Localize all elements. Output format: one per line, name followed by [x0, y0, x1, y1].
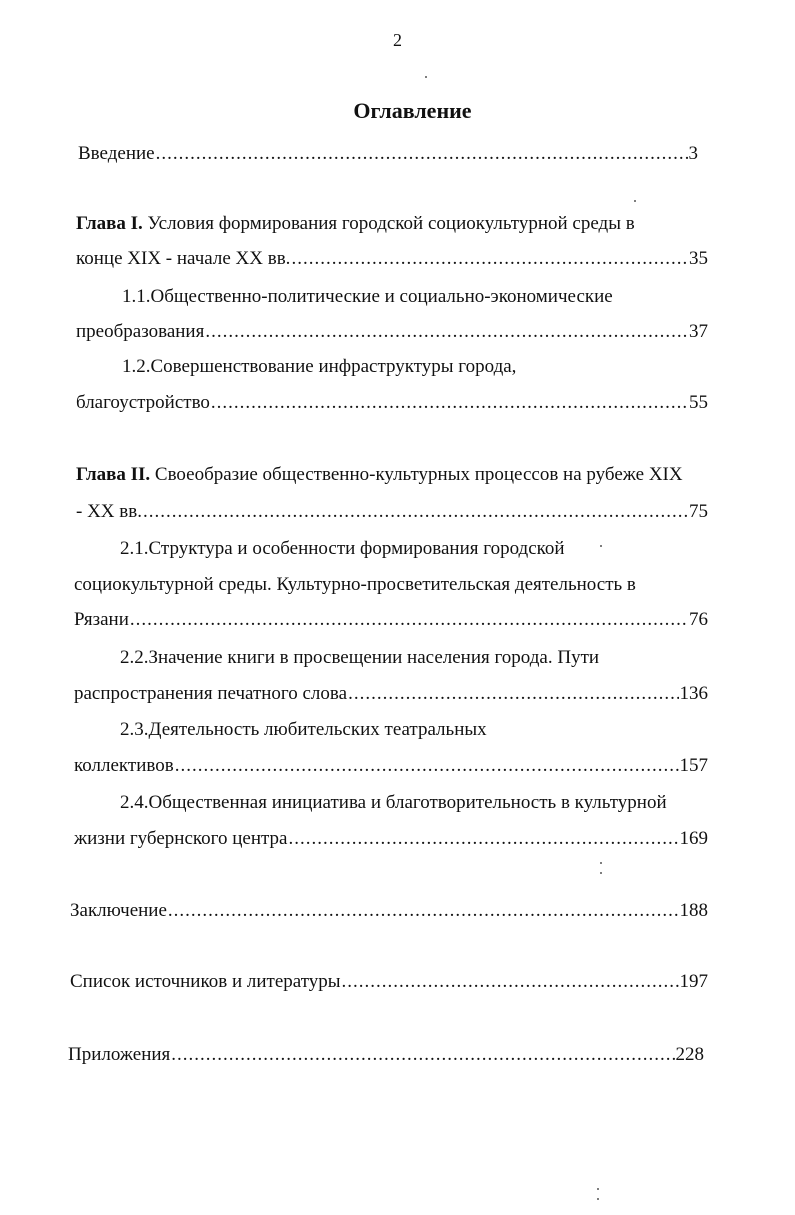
toc-chapter-2-line2[interactable]	[76, 500, 708, 524]
toc-entry-conclusion[interactable]	[70, 899, 708, 923]
scan-speck	[597, 1198, 599, 1200]
section-title-cont: жизни губернского центра	[74, 828, 288, 849]
chapter-label: Глава II.	[76, 464, 151, 485]
section-title-cont: распространения печатного слова	[74, 683, 348, 704]
chapter-title: Своеобразие общественно-культурных процессов на рубеже XIX	[154, 464, 683, 485]
toc-section-2-1-line1[interactable]: 2.1.Структура и особенности формирования городской	[120, 538, 565, 559]
toc-entry-text: Приложения	[68, 1044, 171, 1065]
toc-section-2-1-line3[interactable]	[74, 608, 708, 632]
toc-page-number: 35	[689, 248, 708, 269]
toc-page-number: 197	[679, 971, 708, 992]
toc-section-2-4-line1[interactable]: 2.4.Общественная инициатива и благотворительность в культурной	[120, 792, 667, 813]
toc-chapter-1-line2[interactable]	[76, 247, 708, 271]
toc-section-1-2-line1[interactable]: 1.2.Совершенствование инфраструктуры города,	[122, 356, 517, 377]
toc-section-2-3-line2[interactable]	[74, 754, 708, 778]
leader-dots	[143, 500, 688, 524]
toc-entry-sources[interactable]	[70, 970, 708, 994]
section-title-cont: Рязани	[74, 609, 129, 630]
toc-section-1-2-line2[interactable]	[76, 391, 708, 415]
toc-section-2-2-line1[interactable]: 2.2.Значение книги в просвещении населения города. Пути	[120, 647, 600, 668]
scan-speck	[600, 545, 602, 547]
toc-section-2-3-line1[interactable]: 2.3.Деятельность любительских театральных	[120, 719, 487, 740]
toc-page-number: 169	[679, 828, 708, 849]
leader-dots	[130, 608, 688, 632]
toc-page-number: 188	[679, 900, 708, 921]
section-title-cont: коллективов	[74, 755, 174, 776]
scan-speck	[634, 200, 636, 202]
toc-entry-appendix[interactable]	[68, 1043, 704, 1067]
leader-dots	[168, 899, 679, 923]
chapter-title-cont: - XX вв.	[76, 501, 142, 522]
toc-page-number: 37	[689, 321, 708, 342]
section-title-cont: благоустройство	[76, 392, 210, 413]
chapter-title: Условия формирования городской социокультурной среды в	[147, 213, 635, 234]
toc-entry-text: Список источников и литературы	[70, 971, 341, 992]
section-title-cont: преобразования	[76, 321, 205, 342]
toc-chapter-2-line1[interactable]	[76, 463, 683, 487]
toc-page-number: 136	[679, 683, 708, 704]
toc-section-2-1-line2[interactable]: социокультурной среды. Культурно-просветительская деятельность в	[74, 574, 636, 595]
scan-speck	[597, 1188, 599, 1190]
toc-page-number: 228	[675, 1044, 704, 1065]
toc-page-number: 157	[679, 755, 708, 776]
leader-dots	[288, 827, 678, 851]
toc-page-number: 3	[688, 143, 698, 164]
leader-dots	[175, 754, 679, 778]
toc-entry-text: Введение	[78, 143, 155, 164]
leader-dots	[291, 247, 688, 271]
chapter-label: Глава I.	[76, 213, 143, 234]
scan-speck	[600, 872, 602, 874]
leader-dots	[348, 682, 678, 706]
toc-page-number: 55	[689, 392, 708, 413]
leader-dots	[342, 970, 679, 994]
leader-dots	[211, 391, 688, 415]
toc-chapter-1-line1[interactable]	[76, 212, 635, 236]
toc-entry-text: Заключение	[70, 900, 167, 921]
leader-dots	[171, 1043, 674, 1067]
page-number: 2	[393, 30, 402, 50]
toc-section-1-1-line1[interactable]: 1.1.Общественно-политические и социально-экономические	[122, 286, 613, 307]
toc-section-2-2-line2[interactable]	[74, 682, 708, 706]
toc-page-number: 75	[689, 501, 708, 522]
chapter-title-cont: конце XIX - начале XX вв.	[76, 248, 291, 269]
scan-speck	[600, 862, 602, 864]
leader-dots	[156, 142, 688, 166]
leader-dots	[205, 320, 688, 344]
page-title: Оглавление	[353, 98, 472, 123]
scan-speck	[425, 76, 427, 78]
toc-page-number: 76	[689, 609, 708, 630]
toc-section-2-4-line2[interactable]	[74, 827, 708, 851]
toc-section-1-1-line2[interactable]	[76, 320, 708, 344]
toc-entry-intro[interactable]	[78, 142, 698, 166]
